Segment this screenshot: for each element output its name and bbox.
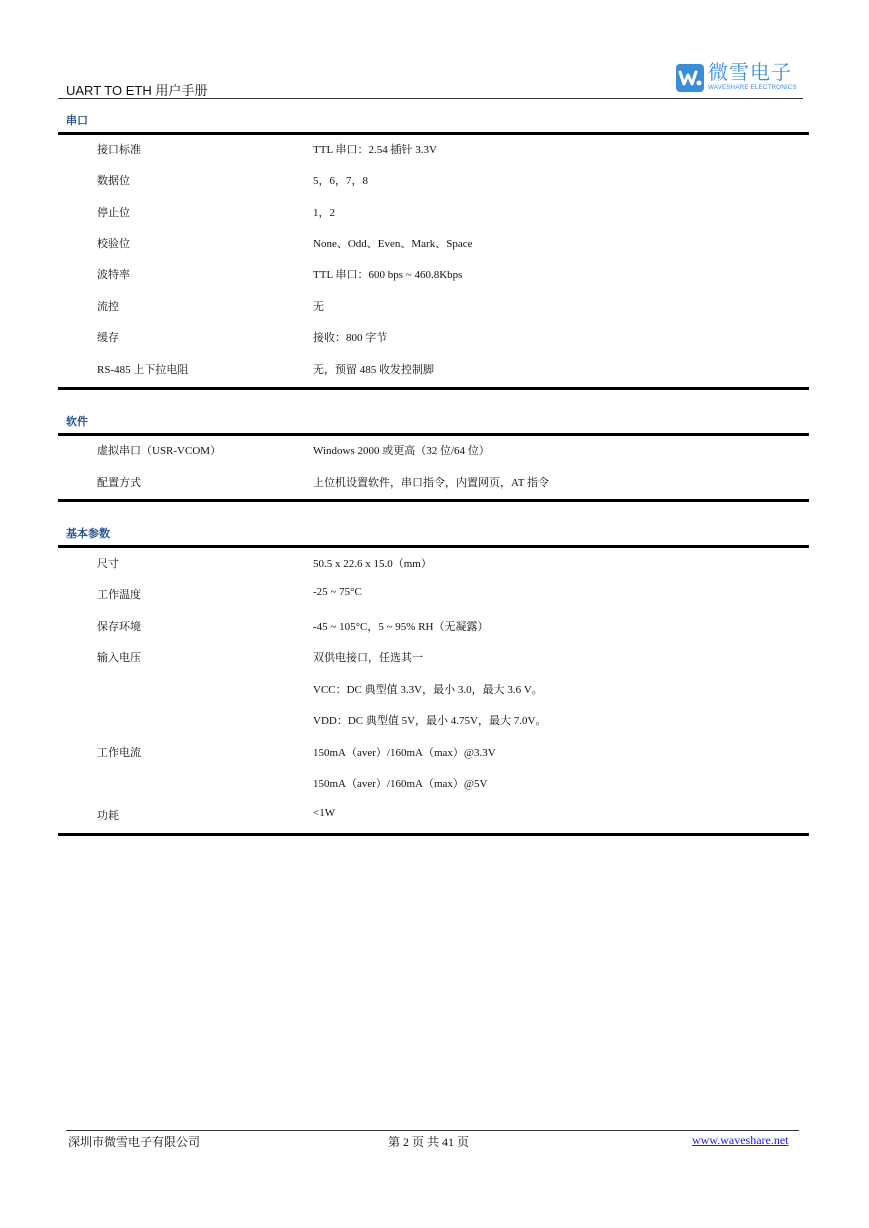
section-rule-bottom-software [58,499,809,502]
footer-website-link[interactable]: www.waveshare.net [692,1133,789,1147]
row-label: 工作温度 [97,589,141,601]
row-value: -25 ~ 75°C [313,586,362,598]
row-label: 虚拟串口（USR-VCOM） [97,445,222,457]
table-row [0,775,869,795]
row-label: 配置方式 [97,477,141,489]
section-rule-bottom-serial [58,387,809,390]
row-label: 尺寸 [97,558,119,570]
logo-english-text: WAVESHARE ELECTRONICS [708,84,797,91]
row-label: 数据位 [97,175,130,187]
row-value: TTL 串口：600 bps ~ 460.8Kbps [313,269,463,281]
waveshare-logo [674,60,804,96]
row-label: 校验位 [97,238,130,250]
table-row [0,555,869,575]
table-row [0,172,869,192]
row-value: 接收：800 字节 [313,332,388,344]
logo-chinese-text: 微雪电子 [708,60,792,84]
section-title-software: 软件 [66,415,88,428]
table-row [0,442,869,462]
row-label: 停止位 [97,207,130,219]
row-label: 接口标准 [97,144,141,156]
table-row [0,204,869,224]
row-label: 波特率 [97,269,130,281]
section-rule-top-serial [58,132,809,135]
row-value: 上位机设置软件，串口指令，内置网页，AT 指令 [313,477,549,489]
row-value: Windows 2000 或更高（32 位/64 位） [313,445,490,457]
row-value: -45 ~ 105°C，5 ~ 95% RH（无凝露） [313,621,489,633]
table-row [0,649,869,669]
table-row [0,744,869,764]
row-label: 保存环境 [97,621,141,633]
header-divider [58,98,803,99]
row-label: 输入电压 [97,652,141,664]
footer-company: 深圳市微雪电子有限公司 [68,1135,201,1149]
table-row [0,298,869,318]
table-row [0,681,869,701]
table-row [0,361,869,381]
row-value: 50.5 x 22.6 x 15.0（mm） [313,558,432,570]
row-value: None、Odd、Even、Mark、Space [313,238,473,250]
row-value: 1，2 [313,207,335,219]
row-value: VCC：DC 典型值 3.3V，最小 3.0，最大 3.6 V。 [313,684,543,696]
table-row [0,141,869,161]
section-rule-bottom-basic [58,833,809,836]
row-value: TTL 串口：2.54 插针 3.3V [313,144,437,156]
table-row [0,474,869,494]
table-row [0,586,869,606]
section-title-basic: 基本参数 [66,527,110,540]
table-row [0,266,869,286]
footer-divider [66,1130,799,1131]
row-value: 无 [313,301,324,313]
row-label: 缓存 [97,332,119,344]
document-title: UART TO ETH 用户手册 [66,83,208,98]
row-value: VDD：DC 典型值 5V，最小 4.75V，最大 7.0V。 [313,715,547,727]
row-value: 5，6，7，8 [313,175,368,187]
row-value: 150mA（aver）/160mA（max）@3.3V [313,747,496,759]
row-label: 工作电流 [97,747,141,759]
section-title-serial: 串口 [66,114,88,127]
table-row [0,712,869,732]
waveshare-logo-icon [674,62,706,94]
footer-page-number: 第 2 页 共 41 页 [388,1135,470,1149]
row-value: 无，预留 485 收发控制脚 [313,364,434,376]
table-row [0,807,869,827]
table-row [0,329,869,349]
row-label: 流控 [97,301,119,313]
row-value: 双供电接口，任选其一 [313,652,423,664]
section-rule-top-basic [58,545,809,548]
row-value: 150mA（aver）/160mA（max）@5V [313,778,488,790]
section-rule-top-software [58,433,809,436]
row-label: RS-485 上下拉电阻 [97,364,189,376]
table-row [0,618,869,638]
table-row [0,235,869,255]
row-value: <1W [313,807,336,819]
row-label: 功耗 [97,810,119,822]
